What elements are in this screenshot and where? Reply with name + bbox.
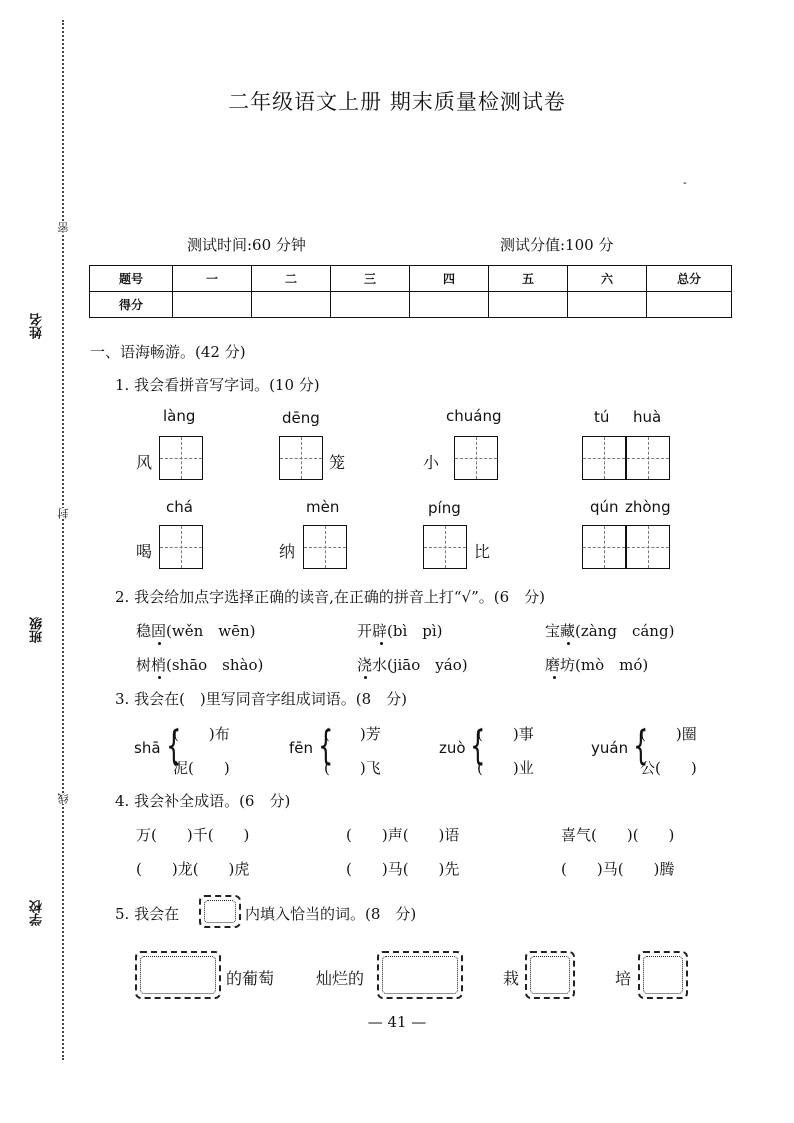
writing-grid[interactable] [159,525,203,569]
word-box[interactable] [525,951,575,999]
q1-pinyin: dēng [282,409,320,427]
q1-char: 小 [423,453,440,472]
writing-grid[interactable] [454,436,498,480]
q1-pinyin: chuáng [446,407,502,425]
q1-pinyin: mèn [306,498,340,516]
writing-grid[interactable] [303,525,347,569]
q2-item[interactable]: 开辟(bì pì) [357,622,443,640]
brace-icon: { [633,723,649,769]
q1-pinyin: píng [428,499,461,517]
q2-item[interactable]: 宝藏(zàng cáng) [545,622,675,640]
q4-item[interactable]: ( )龙( )虎 [136,860,250,878]
q1-pinyin: tú [594,408,610,426]
seal-mark-feng: 封 [57,508,70,519]
q3-pinyin: shā [134,739,161,757]
writing-grid[interactable] [423,525,467,569]
q2-item[interactable]: 磨坊(mò mó) [545,656,649,674]
q1-char: 笼 [329,453,346,472]
score-header-cell: 四 [410,266,489,292]
q1-char: 比 [474,542,491,561]
score-cell[interactable] [647,292,732,318]
exam-time: 测试时间:60 分钟 [187,236,306,254]
word-box[interactable] [377,951,463,999]
seal-mark-xian: 线 [57,793,70,804]
score-cell[interactable] [410,292,489,318]
score-cell[interactable] [568,292,647,318]
emphasis-dot [567,642,570,645]
score-header-cell: 总分 [647,266,732,292]
score-header-cell: 题号 [90,266,173,292]
q1-pinyin: qún [590,498,619,516]
q1-char: 喝 [136,542,153,561]
brace-icon: { [470,723,486,769]
q3-pinyin: fēn [289,739,314,757]
writing-grid[interactable] [626,525,670,569]
q5-item: 栽 [503,969,520,988]
q5-prompt-end: 内填入恰当的词。(8 分) [245,905,417,923]
q2-item[interactable]: 稳固(wěn wēn) [136,622,256,640]
score-cell[interactable] [489,292,568,318]
writing-grid[interactable] [582,525,626,569]
q4-prompt: 4. 我会补全成语。(6 分) [115,792,291,810]
name-label: 姓名 [30,313,45,339]
q1-char: 风 [136,453,153,472]
q2-item[interactable]: 树梢(shāo shào) [136,656,264,674]
writing-grid[interactable] [626,436,670,480]
writing-grid[interactable] [279,436,323,480]
q3-blank[interactable]: ( )布 [173,725,230,743]
score-header-cell: 二 [252,266,331,292]
q3-blank[interactable]: ( )事 [477,725,534,743]
q3-prompt: 3. 我会在( )里写同音字组成词语。(8 分) [115,690,408,708]
q4-item[interactable]: 万( )千( ) [136,826,250,844]
q3-blank[interactable]: 泥( ) [173,759,230,777]
score-cell[interactable] [173,292,252,318]
emphasis-dot [158,676,161,679]
brace-icon: { [166,723,182,769]
q3-blank[interactable]: ( )圈 [640,725,697,743]
q2-prompt: 2. 我会给加点字选择正确的读音,在正确的拼音上打“√”。(6 分) [115,588,545,606]
binding-line [62,20,64,1060]
score-header-cell: 五 [489,266,568,292]
emphasis-dot [380,642,383,645]
score-row-label: 得分 [90,292,173,318]
score-cell[interactable] [252,292,331,318]
q1-pinyin: chá [166,498,193,516]
page-title: 二年级语文上册 期末质量检测试卷 [228,90,566,114]
seal-mark-mi: 密 [57,222,70,233]
q5-item: 培 [615,969,632,988]
q5-item: 的葡萄 [226,969,275,988]
score-header-cell: 六 [568,266,647,292]
q4-item[interactable]: 喜气( )( ) [561,826,675,844]
q2-item[interactable]: 浇水(jiāo yáo) [357,656,468,674]
class-label: 班级 [30,617,45,643]
q1-pinyin: huà [633,408,662,426]
score-table-score-row [90,292,732,318]
emphasis-dot [364,676,367,679]
q1-char: 纳 [279,542,296,561]
q3-blank[interactable]: ( )飞 [324,759,381,777]
sample-word-box [199,895,241,928]
q4-item[interactable]: ( )声( )语 [346,826,460,844]
emphasis-dot [158,642,161,645]
section1-heading: 一、语海畅游。(42 分) [90,343,246,361]
q1-pinyin: zhòng [625,498,671,516]
q3-blank[interactable]: ( )芳 [324,725,381,743]
writing-grid[interactable] [159,436,203,480]
q4-item[interactable]: ( )马( )腾 [561,860,675,878]
school-label: 学校 [30,900,45,926]
word-box[interactable] [135,951,221,999]
brace-icon: { [318,723,334,769]
score-header-cell: 三 [331,266,410,292]
score-table-header-row [90,266,732,292]
writing-grid[interactable] [582,436,626,480]
page-number: — 41 — [367,1013,427,1031]
exam-score: 测试分值:100 分 [500,236,614,254]
q5-item: 灿烂的 [316,969,365,988]
score-cell[interactable] [331,292,410,318]
word-box[interactable] [638,951,688,999]
q1-prompt: 1. 我会看拼音写字词。(10 分) [115,376,320,394]
q1-pinyin: làng [163,407,196,425]
q4-item[interactable]: ( )马( )先 [346,860,460,878]
score-table [89,265,732,318]
q3-blank[interactable]: 公( ) [640,759,697,777]
emphasis-dot [553,676,556,679]
q3-pinyin: zuò [439,739,466,757]
q3-blank[interactable]: ( )业 [477,759,534,777]
q5-prompt-start: 5. 我会在 [115,905,180,923]
dash-mark: - [683,176,687,189]
q3-pinyin: yuán [591,739,629,757]
score-header-cell: 一 [173,266,252,292]
